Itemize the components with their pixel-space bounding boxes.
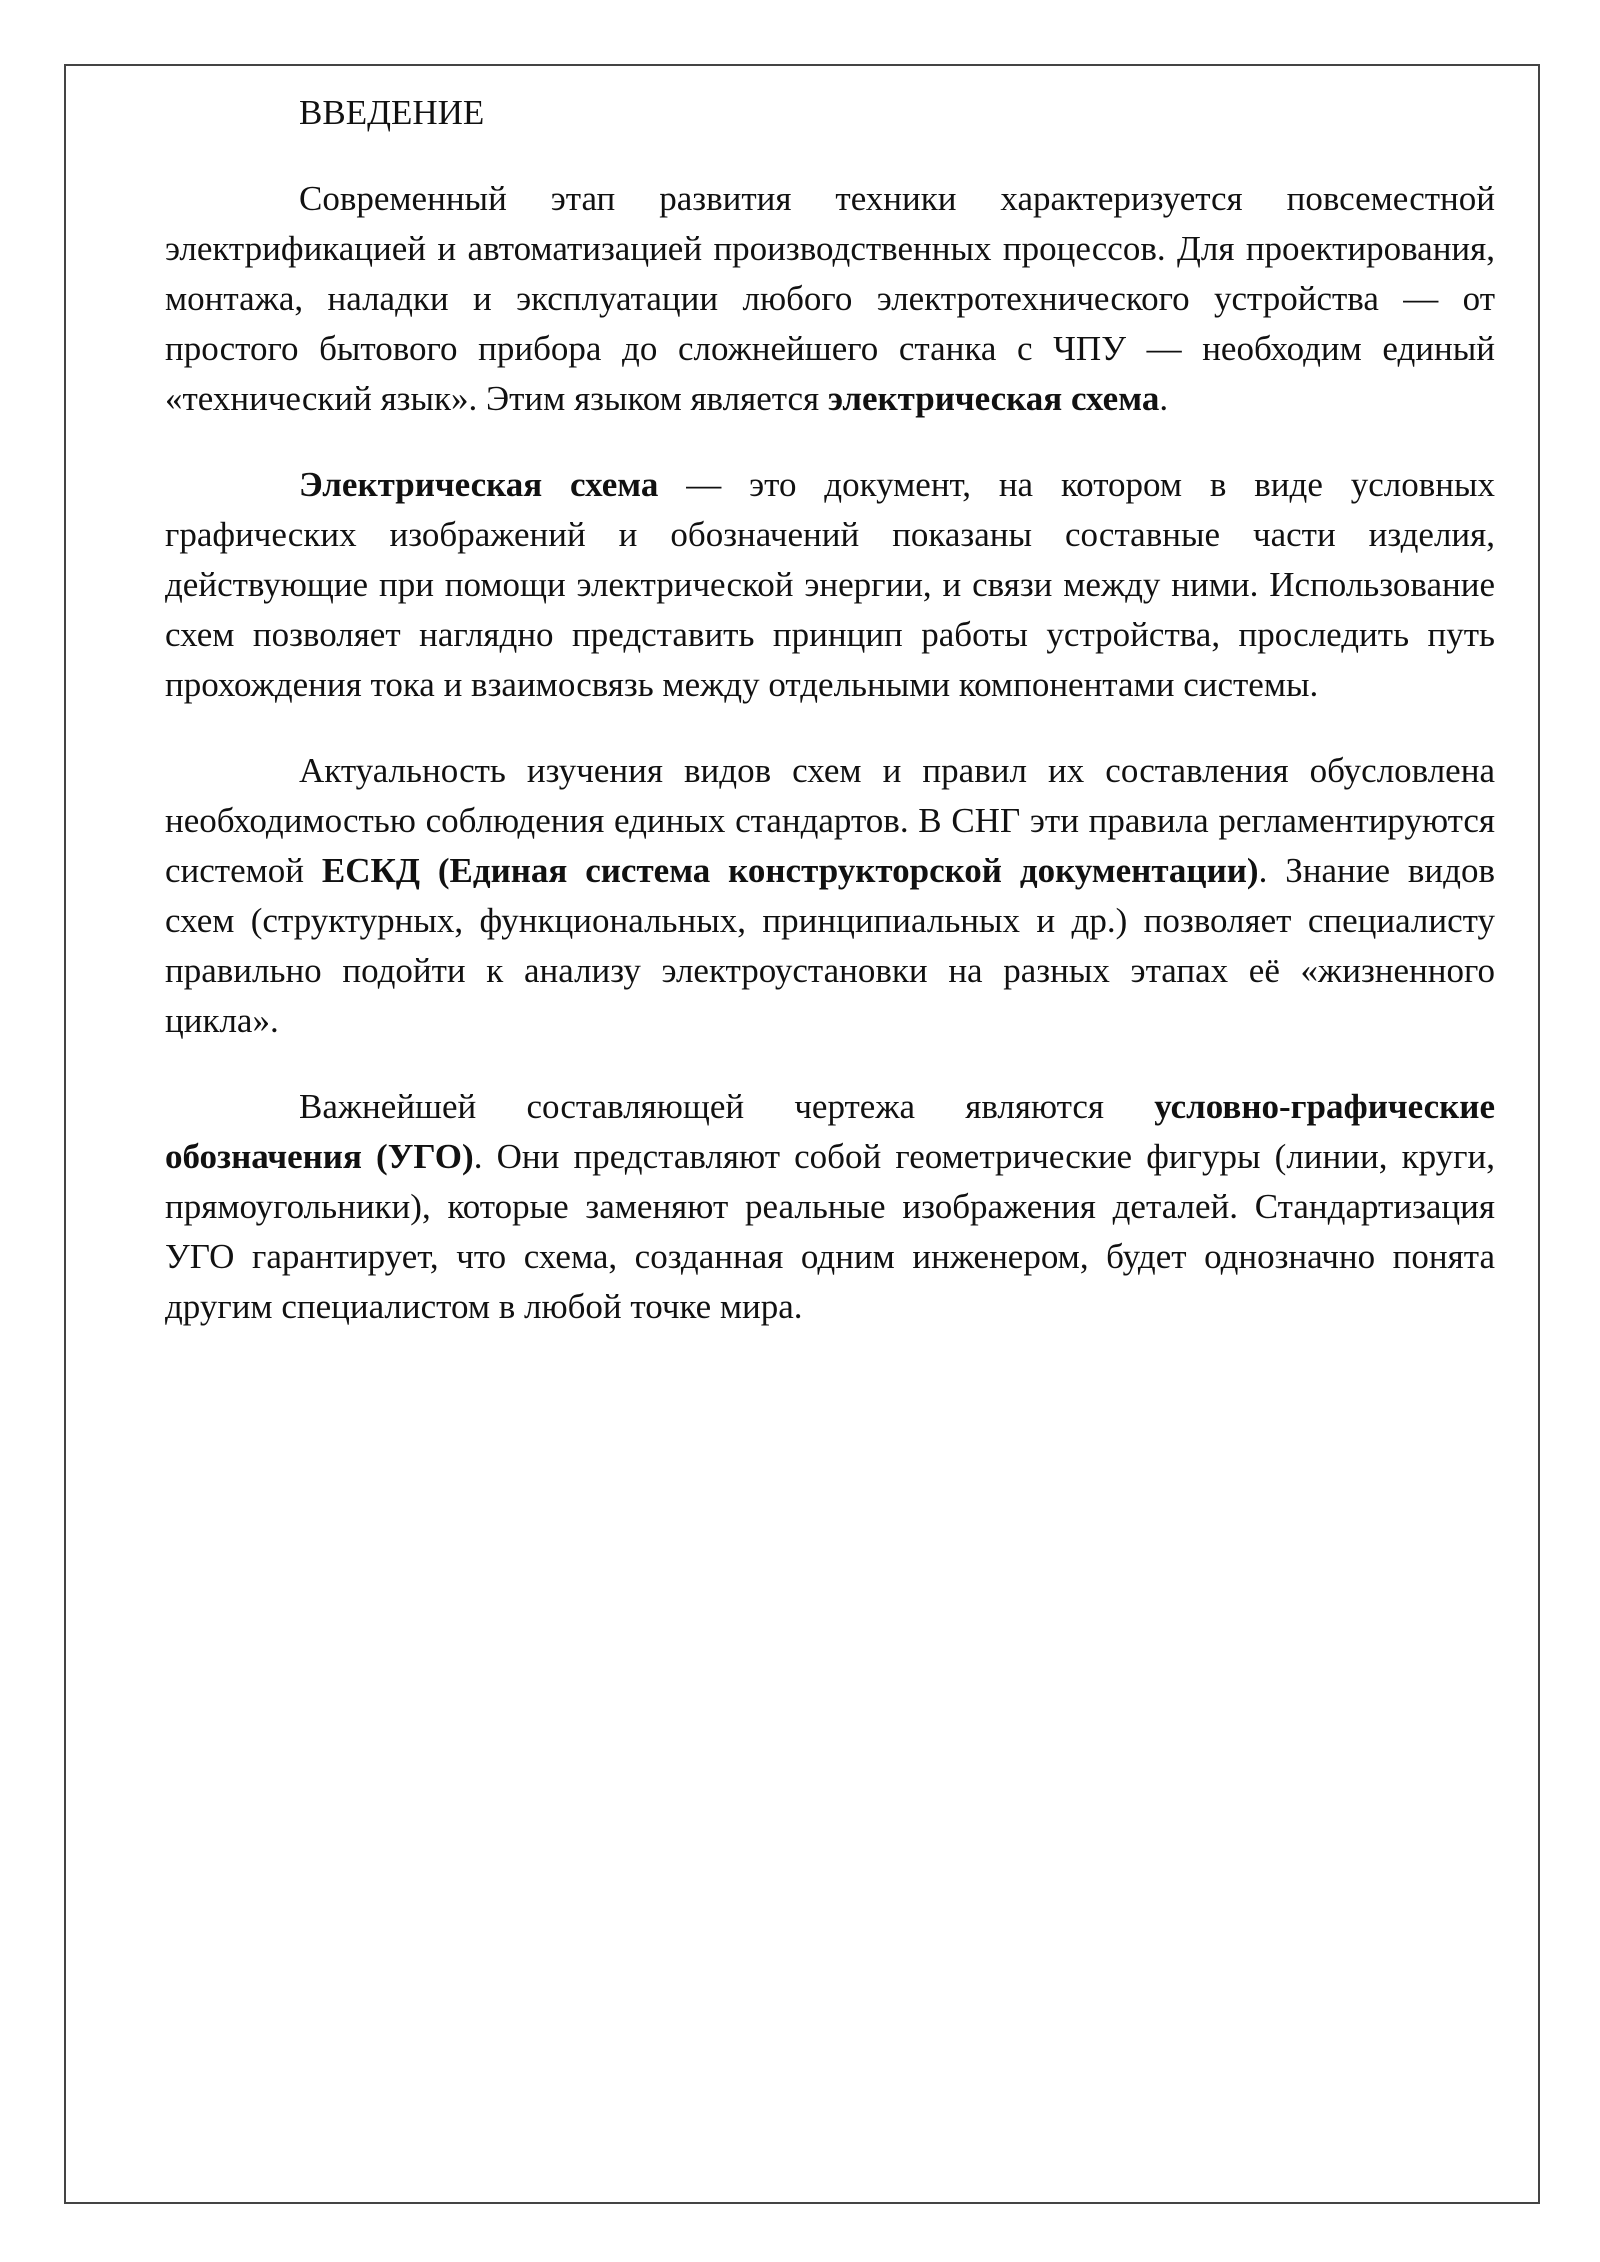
paragraph-2-text: — это документ, на котором в виде условных графических изображений и обозначений показаны составные части изделия, действующие при помощи электрической энергии, и связи между ними. Использование схем позволяет наглядно представить принцип работы устройства, проследить путь прохождения тока и взаимосвязь между отдельными компонентами системы. <box>165 465 1495 704</box>
paragraph-4-end: . Они представляют собой геометрические фигуры (линии, круги, прямоугольники), которые заменяют реальные изображения деталей. Стандартизация УГО гарантирует, что схема, созданная одним инженером, будет однозначно понята другим специалистом в любой точке мира. <box>165 1137 1495 1326</box>
paragraph-1 <box>165 174 1495 424</box>
paragraph-4-bold-term: условно-графические обозначения (УГО) <box>165 1087 1495 1176</box>
paragraph-1-end: . <box>1159 379 1169 418</box>
paragraph-4-text: Важнейшей составляющей чертежа являются <box>299 1087 1155 1126</box>
paragraph-3-end: . Знание видов схем (структурных, функциональных, принципиальных и др.) позволяет специалисту правильно подойти к анализу электроустановки на разных этапах её «жизненного цикла». <box>165 851 1496 1040</box>
paragraph-1-bold-term: электрическая схема <box>827 379 1160 418</box>
paragraph-4 <box>165 1082 1495 1332</box>
document-heading: ВВЕДЕНИЕ <box>299 93 485 132</box>
paragraph-3-bold-term: ЕСКД (Единая система конструкторской документации) <box>321 851 1259 890</box>
paragraph-3 <box>165 746 1495 1046</box>
paragraph-3-text: Актуальность изучения видов схем и правил их составления обусловлена необходимостью соблюдения единых стандартов. В СНГ эти правила регламентируются системой <box>165 751 1495 890</box>
document-body <box>165 88 1495 1368</box>
paragraph-2 <box>165 460 1495 710</box>
paragraph-2-bold-term: Электрическая схема <box>299 465 659 504</box>
paragraph-1-text: Современный этап развития техники характеризуется повсеместной электрификацией и автоматизацией производственных процессов. Для проектирования, монтажа, наладки и эксплуатации любого электротехнического устройства — от простого бытового прибора до сложнейшего станка с ЧПУ — необходим единый «технический язык». Этим языком является <box>165 179 1495 418</box>
